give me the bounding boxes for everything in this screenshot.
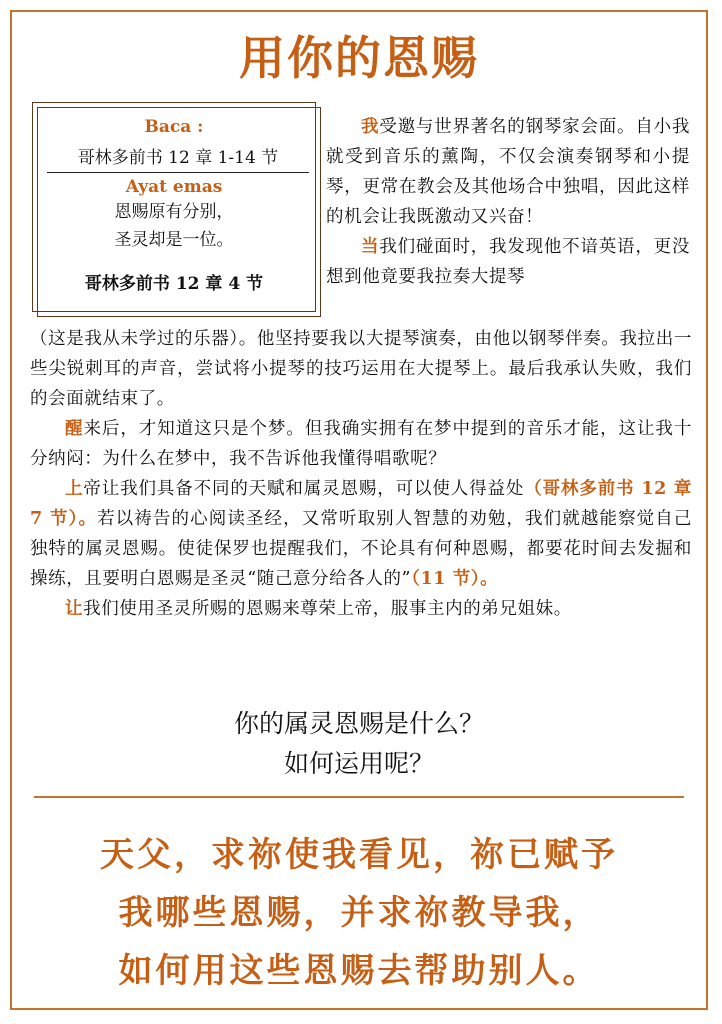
scripture-box: [32, 102, 316, 312]
paragraph-3-text: 来后，才知道这只是个梦。但我确实拥有在梦中提到的音乐才能，这让我十分纳闷：为什么在梦中，我不告诉他我懂得唱歌呢？: [30, 419, 692, 469]
paragraph-4-text-a: 帝让我们具备不同的天赋和属灵恩赐，可以使人得益处: [83, 479, 525, 499]
paragraph-2-continued: （这是我从未学过的乐器）。他坚持要我以大提琴演奏，由他以钢琴伴奏。我拉出一些尖锐刺耳的声音，尝试将小提琴的技巧运用在大提琴上。最后我承认失败，我们的会面就结束了。: [30, 329, 692, 409]
paragraph-5-lead: 让: [65, 599, 84, 619]
reading-label: Baca :: [144, 117, 204, 137]
page-title: 用你的恩赐: [239, 31, 479, 85]
main-paragraphs: [30, 324, 692, 624]
paragraph-4-lead: 上: [65, 479, 84, 499]
paragraph-2-lead: 当: [361, 237, 380, 257]
paragraph-4-text-b: 若以祷告的心阅读圣经，又常听取别人智慧的劝勉，我们就越能察觉自己独特的属灵恩赐。使徒保罗也提醒我们，不论具有何种恩赐，都要花时间去发掘和操练，且要明白恩赐是圣灵“随己意分给各人的”: [30, 509, 692, 589]
intro-paragraphs: [326, 112, 690, 292]
paragraph-5: [30, 594, 692, 624]
paragraph-1-text: 受邀与世界著名的钢琴家会面。自小我就受到音乐的薰陶，不仅会演奏钢琴和小提琴，更常在教会及其他场合中独唱，因此这样的机会让我既激动又兴奋！: [326, 117, 690, 227]
section-divider: [34, 796, 684, 798]
prayer-line-1: 天父，求祢使我看见，祢已赋予: [100, 835, 618, 875]
golden-verse-line-2: 圣灵却是一位。: [114, 230, 234, 250]
paragraph-4: [30, 474, 692, 594]
paragraph-2-start: [326, 232, 690, 292]
paragraph-3: [30, 414, 692, 474]
prayer: [12, 826, 706, 1000]
golden-verse-line-1: 恩赐原有分别，: [114, 202, 234, 222]
paragraph-3-lead: 醒: [65, 419, 84, 439]
scripture-reference-1: （哥林多前书 12 章 7 节）。: [30, 479, 693, 529]
page-frame: [10, 10, 708, 1010]
reflection-question: [12, 704, 706, 784]
paragraph-5-text: 我们使用圣灵所赐的恩赐来尊荣上帝，服事主内的弟兄姐妹。: [83, 599, 572, 619]
question-line-1: 你的属灵恩赐是什么？: [233, 709, 484, 738]
golden-verse-reference: 哥林多前书 12 章 4 节: [84, 274, 264, 294]
scripture-reference-2: （11 节）。: [411, 569, 499, 589]
question-line-2: 如何运用呢？: [283, 749, 434, 778]
paragraph-1: [326, 112, 690, 232]
golden-verse-label: Ayat emas: [125, 177, 223, 197]
reading-reference: 哥林多前书 12 章 1-14 节: [47, 143, 309, 173]
paragraph-2-text-a: 我们碰面时，我发现他不谙英语，更没想到他竟要我拉奏大提琴: [326, 237, 690, 287]
paragraph-1-lead: 我: [361, 117, 380, 137]
prayer-line-2: 我哪些恩赐，并求祢教导我，: [118, 893, 600, 933]
prayer-line-3: 如何用这些恩赐去帮助别人。: [118, 951, 600, 991]
